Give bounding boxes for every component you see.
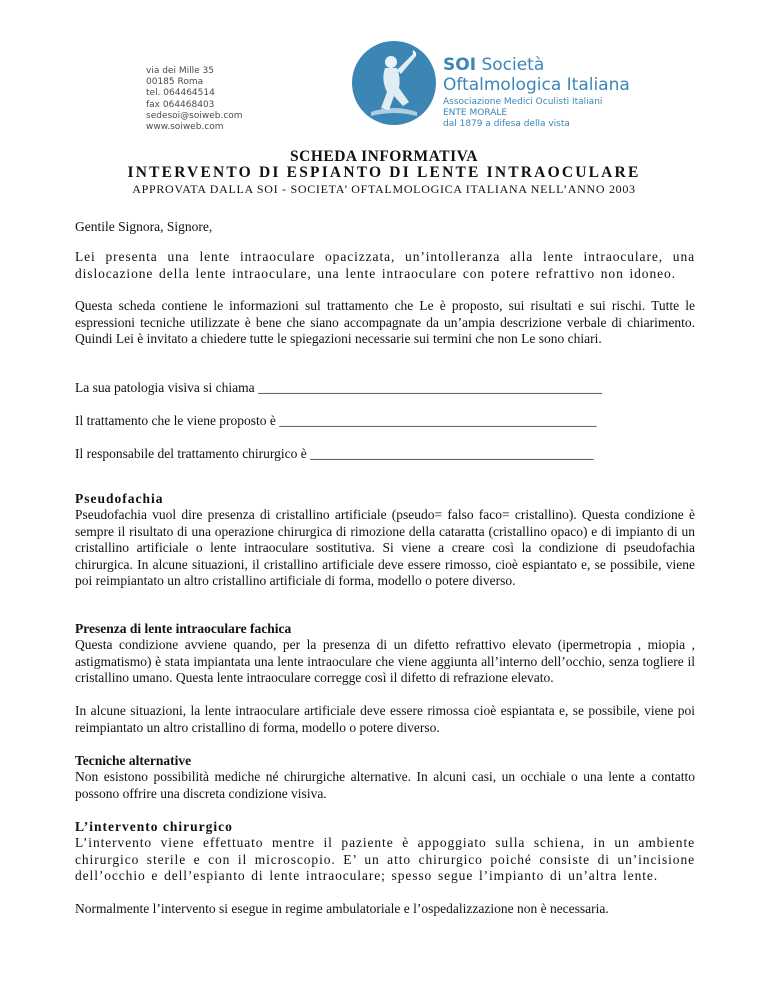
section-heading-pseudofachia: Pseudofachia: [75, 491, 164, 506]
phone-line: tel. 064464514: [146, 88, 215, 99]
letterhead-address: [146, 66, 296, 133]
logo-title: [443, 55, 683, 75]
logo-word-societa: Società: [481, 55, 545, 75]
logo-subtitle: Oftalmologica Italiana: [443, 75, 630, 95]
address-line: via dei Mille 35: [146, 66, 214, 76]
intro-paragraph-1: Lei presenta una lente intraoculare opacizzata, un’intolleranza alla lente intraoculare, una dislocazione della lente intraoculare, una lente intraoculare con potere refrattivo non idoneo.: [75, 249, 695, 281]
section-body-phakic-lens-2: In alcune situazioni, la lente intraoculare artificiale deve essere rimossa cioè espiantata e, se possibile, viene poi reimpiantato un altro cristallino di forma, modello o potere diverso.: [75, 703, 695, 735]
address-line: 00185 Roma: [146, 77, 204, 88]
treatment-field: Il trattamento che le viene proposto è _______________________________________________: [75, 413, 597, 428]
logo-association: Associazione Medici Oculisti Italiani: [443, 97, 603, 107]
section-body-alternatives: Non esistono possibilità mediche né chirurgiche alternative. In alcuni casi, un occhiale o una lente a contatto possono offrire una discreta condizione visiva.: [75, 769, 695, 801]
pathology-field: La sua patologia visiva si chiama ___________________________________________________: [75, 380, 603, 395]
document-title: SCHEDA INFORMATIVA: [290, 148, 478, 165]
logo-ente-morale: ENTE MORALE: [443, 108, 508, 118]
section-heading-alternatives: Tecniche alternative: [75, 753, 192, 768]
section-body-pseudofachia: Pseudofachia vuol dire presenza di cristallino artificiale (pseudo= falso faco= cristallino). Questa condizione è sempre il risultato di una operazione chirurgica di rimozione della cataratta (cristallino opaco) e di impianto di un cristallino artificiale o lente intraoculare sostitutiva. Si viene a creare così la condizione di pseudofachia chirurgica. In alcune situazioni, il cristallino artificiale deve essere rimosso, cioè espiantato e, se possibile, viene poi reimpiantato un altro cristallino artificiale di forma, modello o potere diverso.: [75, 507, 695, 588]
soi-logo-text: [443, 55, 683, 130]
fax-line: fax 064468403: [146, 99, 215, 110]
logo-acronym: SOI: [443, 55, 477, 75]
approval-note: APPROVATA DALLA SOI - SOCIETA’ OFTALMOLOGICA ITALIANA NELL’ANNO 2003: [132, 182, 636, 196]
responsible-field: Il responsabile del trattamento chirurgico è __________________________________________: [75, 446, 594, 461]
logo-since: dal 1879 a difesa della vista: [443, 119, 570, 129]
section-body-surgery-1: L’intervento viene effettuato mentre il paziente è appoggiato sulla schiena, in un ambiente chirurgico sterile e con il microscopio. E’ un atto chirurgico poiché consiste di un’incisione dell’occhio e dell’espianto di lente intraoculare; spesso segue l’impianto di un’altra lente.: [75, 835, 695, 883]
section-heading-surgery: L’intervento chirurgico: [75, 819, 233, 834]
document-subtitle: INTERVENTO DI ESPIANTO DI LENTE INTRAOCULARE: [127, 164, 641, 181]
soi-logo-emblem: [351, 40, 437, 126]
website-line: www.soiweb.com: [146, 122, 224, 133]
intro-paragraph-2: Questa scheda contiene le informazioni sul trattamento che Le è proposto, sui risultati e sui rischi. Tutte le espressioni tecniche utilizzate è bene che siano accompagnate da un’ampia descrizione verbale di chiarimento. Quindi Lei è invitato a chiedere tutte le spiegazioni necessarie sui termini che non Le sono chiari.: [75, 298, 695, 346]
email-line: sedesoi@soiweb.com: [146, 110, 243, 121]
section-body-phakic-lens-1: Questa condizione avviene quando, per la presenza di un difetto refrattivo elevato (ipermetropia , miopia , astigmatismo) è stata impiantata una lente intraoculare che viene aggiunta all’interno dell’occhio, senza togliere il cristallino umano. Questa lente intraoculare corregge così il difetto di refrazione elevato.: [75, 637, 695, 685]
section-body-surgery-2: Normalmente l’intervento si esegue in regime ambulatoriale e l’ospedalizzazione non è necessaria.: [75, 901, 609, 916]
section-heading-phakic-lens: Presenza di lente intraoculare fachica: [75, 621, 292, 636]
greeting: Gentile Signora, Signore,: [75, 219, 213, 234]
